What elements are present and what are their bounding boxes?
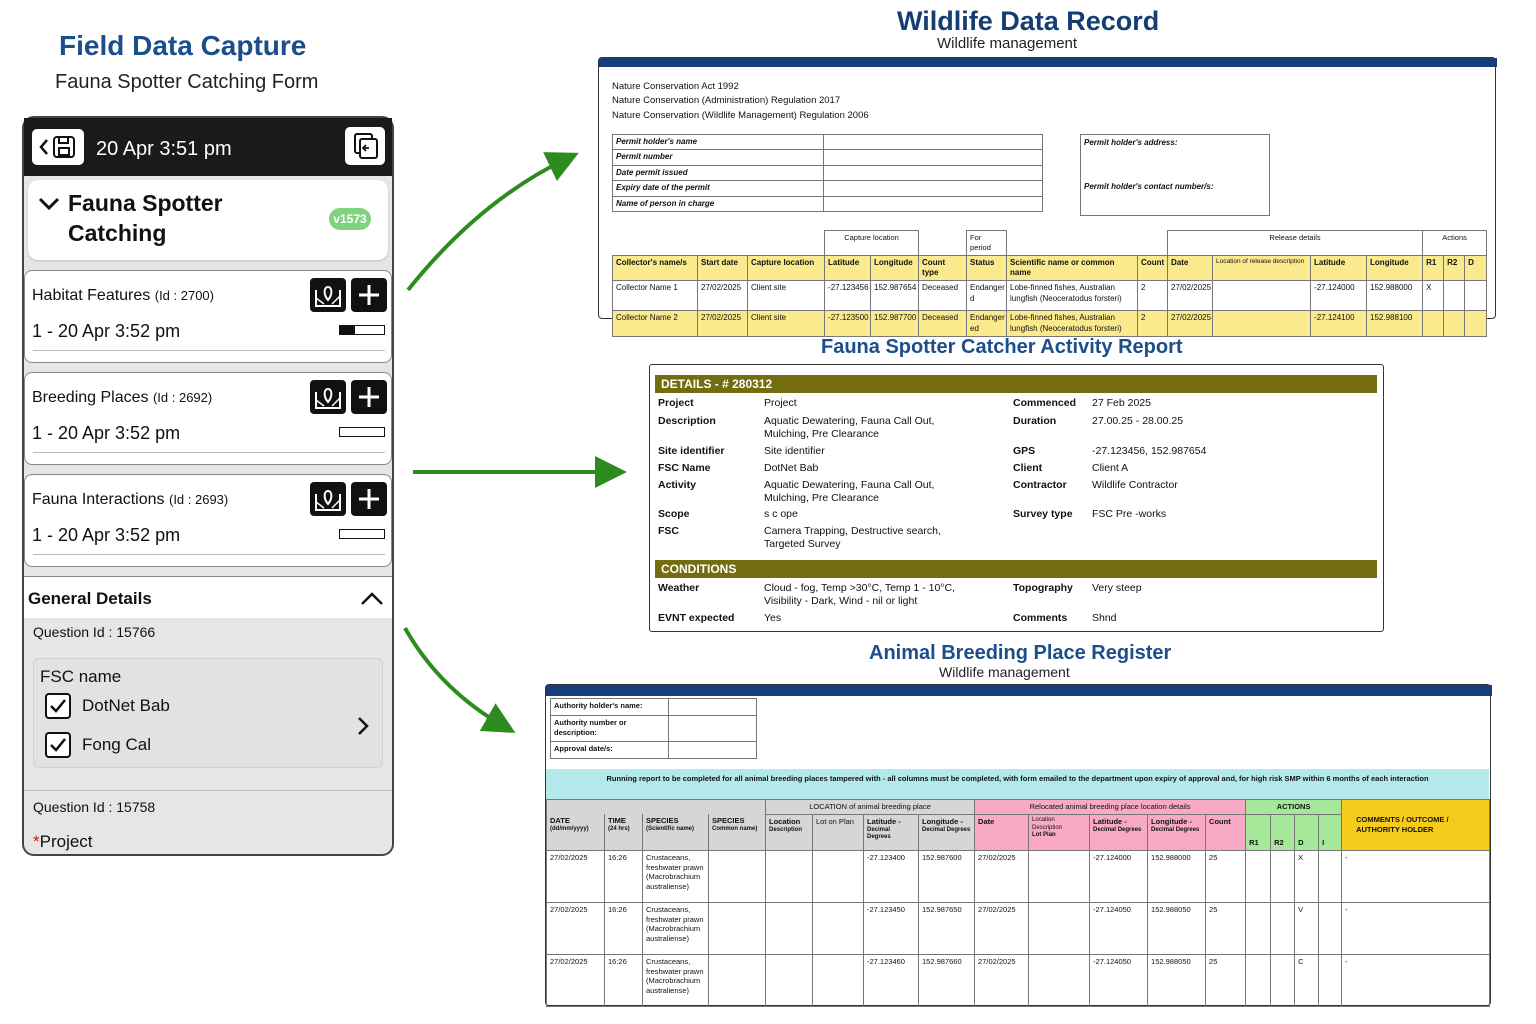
breeding-table — [546, 799, 1490, 1007]
header-row — [613, 255, 1487, 281]
authority-field: Authority holder's name: — [551, 699, 669, 716]
condition-value: Yes — [764, 612, 782, 624]
breeding-place-register — [545, 684, 1491, 1006]
authority-value[interactable] — [669, 716, 757, 742]
detail-value: Client A — [1092, 462, 1129, 474]
table-cell — [709, 850, 766, 902]
detail-label: Project — [658, 397, 694, 409]
table-cell: -27.123450 — [864, 902, 919, 954]
detail-label: Duration — [1013, 415, 1057, 427]
table-cell — [813, 902, 864, 954]
table-cell: Collector Name 2 — [613, 311, 698, 337]
column-header: R2 — [1444, 255, 1465, 281]
address-box — [1080, 134, 1270, 216]
table-cell: Endanger ed — [967, 311, 1007, 337]
option-label: Fong Cal — [82, 735, 151, 754]
fsc-name-field[interactable] — [33, 658, 383, 768]
condition-label: EVNT expected — [658, 612, 735, 624]
group-location: LOCATION of animal breeding place — [766, 800, 975, 815]
page-subtitle: Fauna Spotter Catching Form — [55, 71, 319, 93]
authority-value[interactable] — [669, 742, 757, 759]
group-actions: Actions — [1423, 231, 1487, 256]
checkbox-icon — [47, 734, 69, 756]
section-card-habitat[interactable] — [24, 270, 392, 363]
entry-label[interactable]: 1 - 20 Apr 3:52 pm — [32, 321, 181, 341]
detail-label: FSC — [658, 525, 679, 537]
detail-label: Client — [1013, 462, 1043, 474]
authority-field: Authority number or description: — [551, 716, 669, 742]
table-cell: 152.987600 — [919, 850, 975, 902]
table-cell: -27.124100 — [1311, 311, 1367, 337]
table-cell: 27/02/2025 — [698, 281, 748, 311]
column-header: Date — [1168, 255, 1213, 281]
table-cell — [1271, 902, 1295, 954]
permit-value[interactable] — [824, 150, 1043, 165]
table-cell — [1444, 311, 1465, 337]
table-cell: 16:26 — [605, 902, 643, 954]
section-title: Breeding Places (Id : 2692) — [32, 389, 213, 406]
column-header: Collector's name/s — [613, 255, 698, 281]
column-header: Scientific name or common name — [1007, 255, 1138, 281]
add-button[interactable] — [351, 482, 387, 516]
table-cell — [1213, 281, 1311, 311]
permit-value[interactable] — [824, 181, 1043, 196]
map-button[interactable] — [310, 278, 346, 312]
table-cell: Client site — [748, 311, 825, 337]
authority-value[interactable] — [669, 699, 757, 716]
column-header: Count — [1138, 255, 1168, 281]
table-cell — [1423, 311, 1444, 337]
group-relocated: Relocated animal breeding place location details — [975, 800, 1246, 815]
table-cell: 2 — [1138, 311, 1168, 337]
address-label: Permit holder's address: — [1084, 138, 1178, 147]
table-cell: 152.988000 — [1367, 281, 1423, 311]
table-cell: Crustaceans, freshwater prawn (Macrobrachium australiense) — [643, 850, 709, 902]
detail-label: Commenced — [1013, 397, 1077, 409]
condition-value: Cloud - fog, Temp >30°C, Temp 1 - 10°C, Visibility - Dark, Wind - nil or light — [764, 582, 955, 607]
progress-bar — [339, 427, 385, 437]
table-cell: 152.988050 — [1148, 954, 1206, 1006]
arrow-icon — [408, 158, 568, 290]
fsc-name-label: FSC name — [40, 667, 122, 686]
table-cell: 25 — [1206, 902, 1246, 954]
table-cell: - — [1342, 902, 1490, 954]
table-cell — [1246, 954, 1271, 1006]
permit-table — [612, 134, 1043, 212]
act-line: Nature Conservation (Administration) Regulation 2017 — [612, 95, 841, 106]
table-cell — [1271, 850, 1295, 902]
detail-value: 27 Feb 2025 — [1092, 397, 1151, 409]
column-header: Latitude - Decimal Degrees — [1090, 814, 1148, 850]
column-header: Latitude — [1311, 255, 1367, 281]
table-cell — [1029, 850, 1090, 902]
map-icon — [310, 482, 346, 516]
record-datetime: 20 Apr 3:51 pm — [96, 138, 232, 160]
table-cell: 27/02/2025 — [547, 850, 605, 902]
checkbox-dotnet-bab[interactable] — [45, 693, 71, 719]
table-cell: Lobe-finned fishes, Australian lungfish (Neoceratodus forsteri) — [1007, 311, 1138, 337]
permit-value[interactable] — [824, 196, 1043, 211]
table-cell: -27.124000 — [1090, 850, 1148, 902]
table-cell — [1319, 850, 1342, 902]
authority-table — [550, 698, 757, 759]
abpr-subtitle: Wildlife management — [939, 664, 1070, 680]
far-title: Fauna Spotter Catcher Activity Report — [821, 336, 1183, 358]
general-details-title: General Details — [28, 589, 152, 608]
question-id-2: Question Id : 15758 — [33, 799, 156, 815]
table-cell: 152.988000 — [1148, 850, 1206, 902]
detail-value: 27.00.25 - 28.00.25 — [1092, 415, 1184, 427]
column-header: Latitude — [825, 255, 871, 281]
detail-value: Aquatic Dewatering, Fauna Call Out, Mulching, Pre Clearance — [764, 415, 935, 440]
column-header: DATE (dd/mm/yyyy) — [547, 814, 605, 850]
table-cell: 27/02/2025 — [547, 902, 605, 954]
table-row — [547, 850, 1490, 902]
table-cell: Client site — [748, 281, 825, 311]
table-cell: Lobe-finned fishes, Australian lungfish (Neoceratodus forsteri) — [1007, 281, 1138, 311]
table-cell: 25 — [1206, 850, 1246, 902]
detail-value: Aquatic Dewatering, Fauna Call Out, Mulching, Pre Clearance — [764, 479, 935, 504]
table-cell: 25 — [1206, 954, 1246, 1006]
checkbox-icon — [47, 695, 69, 717]
group-release-details: Release details — [1168, 231, 1423, 256]
checkbox-fong-cal[interactable] — [45, 732, 71, 758]
table-cell: - — [1342, 954, 1490, 1006]
permit-field: Expiry date of the permit — [613, 181, 824, 196]
table-cell: Deceased — [919, 311, 967, 337]
table-cell: X — [1423, 281, 1444, 311]
table-row — [613, 311, 1487, 337]
table-cell: X — [1295, 850, 1319, 902]
app-toolbar — [24, 118, 392, 176]
form-title-card[interactable] — [28, 180, 388, 260]
table-cell: C — [1295, 954, 1319, 1006]
chevron-down-icon — [38, 196, 60, 212]
table-cell — [1271, 954, 1295, 1006]
plus-icon — [351, 482, 387, 516]
column-header: Longitude — [1367, 255, 1423, 281]
question-id-1: Question Id : 15766 — [33, 624, 156, 640]
chevron-right-icon[interactable] — [356, 715, 370, 737]
table-cell — [1444, 281, 1465, 311]
copy-icon — [345, 127, 385, 165]
table-cell: V — [1295, 902, 1319, 954]
group-capture-location: Capture location — [825, 231, 919, 256]
table-cell: 16:26 — [605, 954, 643, 1006]
column-header: SPECIES (Scientific name) — [643, 814, 709, 850]
permit-value[interactable] — [824, 135, 1043, 150]
permit-field: Permit number — [613, 150, 824, 165]
condition-value: Very steep — [1092, 582, 1142, 594]
table-cell — [766, 954, 813, 1006]
table-cell — [1465, 281, 1487, 311]
table-cell: Deceased — [919, 281, 967, 311]
detail-value: Wildlife Contractor — [1092, 479, 1178, 491]
table-cell — [1319, 954, 1342, 1006]
progress-bar — [339, 529, 385, 539]
option-label: DotNet Bab — [82, 696, 170, 715]
detail-value: Project — [764, 397, 797, 409]
permit-field: Name of person in charge — [613, 196, 824, 211]
column-header: R2 — [1271, 814, 1295, 850]
detail-label: Description — [658, 415, 716, 427]
table-cell: Collector Name 1 — [613, 281, 698, 311]
table-cell: Crustaceans, freshwater prawn (Macrobrachium australiense) — [643, 902, 709, 954]
table-cell: -27.123400 — [864, 850, 919, 902]
detail-label: GPS — [1013, 445, 1036, 457]
page-title: Field Data Capture — [59, 30, 307, 61]
table-cell: 152.988100 — [1367, 311, 1423, 337]
entry-label[interactable]: 1 - 20 Apr 3:52 pm — [32, 423, 181, 443]
abpr-title: Animal Breeding Place Register — [869, 642, 1172, 664]
add-button[interactable] — [351, 278, 387, 312]
table-cell: -27.124050 — [1090, 902, 1148, 954]
form-title-line2: Catching — [68, 220, 167, 246]
detail-value: FSC Pre -works — [1092, 508, 1167, 520]
column-header: Date — [975, 814, 1029, 850]
column-header: Start date — [698, 255, 748, 281]
table-cell — [1319, 902, 1342, 954]
table-cell: 152.988050 — [1148, 902, 1206, 954]
column-header: Capture location — [748, 255, 825, 281]
progress-fill — [340, 326, 355, 334]
table-cell: -27.123456 — [825, 281, 871, 311]
table-cell: 2 — [1138, 281, 1168, 311]
table-cell: Endanger d — [967, 281, 1007, 311]
detail-label: Contractor — [1013, 479, 1067, 491]
column-header: Lot on Plan — [813, 814, 864, 850]
map-button[interactable] — [310, 380, 346, 414]
table-cell — [1465, 311, 1487, 337]
header-bar — [546, 685, 1492, 696]
table-cell: 27/02/2025 — [975, 850, 1029, 902]
column-header: I — [1319, 814, 1342, 850]
add-button[interactable] — [351, 380, 387, 414]
chevron-up-icon — [359, 591, 385, 607]
permit-field: Date permit issued — [613, 165, 824, 180]
table-cell — [813, 850, 864, 902]
table-cell: - — [1342, 850, 1490, 902]
detail-value: Site identifier — [764, 445, 825, 457]
act-line: Nature Conservation Act 1992 — [612, 81, 739, 92]
column-header: D — [1465, 255, 1487, 281]
condition-label: Topography — [1013, 582, 1073, 594]
column-header: Latitude - Decimal Degrees — [864, 814, 919, 850]
permit-field: Permit holder's name — [613, 135, 824, 150]
divider — [33, 350, 385, 351]
table-cell: 27/02/2025 — [698, 311, 748, 337]
table-cell: 152.987654 — [871, 281, 919, 311]
table-cell: 152.987650 — [919, 902, 975, 954]
table-cell — [813, 954, 864, 1006]
table-cell: 152.987660 — [919, 954, 975, 1006]
wdr-subtitle: Wildlife management — [937, 35, 1078, 52]
table-cell: -27.124000 — [1311, 281, 1367, 311]
column-header: Count type — [919, 255, 967, 281]
phone-screen — [22, 116, 394, 856]
form-title-line1: Fauna Spotter — [68, 190, 223, 216]
map-button[interactable] — [310, 482, 346, 516]
table-cell: -27.124050 — [1090, 954, 1148, 1006]
permit-value[interactable] — [824, 165, 1043, 180]
act-line: Nature Conservation (Wildlife Management) Regulation 2006 — [612, 110, 869, 121]
table-row — [547, 902, 1490, 954]
column-header: Location of release description — [1213, 255, 1311, 281]
table-cell: 27/02/2025 — [975, 902, 1029, 954]
progress-bar — [339, 325, 385, 335]
table-cell: 152.987700 — [871, 311, 919, 337]
detail-label: Site identifier — [658, 445, 725, 457]
table-cell — [1246, 902, 1271, 954]
entry-label[interactable]: 1 - 20 Apr 3:52 pm — [32, 525, 181, 545]
column-header: TIME (24 hrs) — [605, 814, 643, 850]
details-header: DETAILS - # 280312 — [655, 375, 1377, 393]
capture-table — [612, 230, 1487, 337]
table-cell — [766, 902, 813, 954]
condition-label: Weather — [658, 582, 700, 594]
table-cell — [1029, 902, 1090, 954]
map-icon — [310, 278, 346, 312]
map-icon — [310, 380, 346, 414]
plus-icon — [351, 380, 387, 414]
authority-field: Approval date/s: — [551, 742, 669, 759]
detail-value: -27.123456, 152.987654 — [1092, 445, 1207, 457]
version-badge: v1573 — [329, 208, 371, 230]
condition-value: Shnd — [1092, 612, 1117, 624]
project-field-label[interactable]: *Project — [33, 832, 93, 851]
detail-value: DotNet Bab — [764, 462, 819, 474]
conditions-header: CONDITIONS — [655, 560, 1377, 578]
divider — [33, 554, 385, 555]
detail-label: Activity — [658, 479, 696, 491]
section-title: Fauna Interactions (Id : 2693) — [32, 491, 229, 508]
detail-value: s c ope — [764, 508, 798, 520]
divider — [24, 790, 392, 791]
table-cell: -27.123500 — [825, 311, 871, 337]
header-bar — [599, 58, 1497, 67]
save-icon — [52, 135, 76, 159]
table-cell — [1213, 311, 1311, 337]
table-cell — [709, 902, 766, 954]
table-cell: 27/02/2025 — [975, 954, 1029, 1006]
column-header: Location Description — [766, 814, 813, 850]
column-header: Status — [967, 255, 1007, 281]
table-cell: 27/02/2025 — [1168, 311, 1213, 337]
column-header: D — [1295, 814, 1319, 850]
general-details-header[interactable] — [24, 576, 392, 618]
column-header: Longitude - Decimal Degrees — [1148, 814, 1206, 850]
column-header: R1 — [1246, 814, 1271, 850]
section-card-interactions[interactable] — [24, 474, 392, 567]
table-cell — [1029, 954, 1090, 1006]
detail-label: Scope — [658, 508, 690, 520]
comments-header: COMMENTS / OUTCOME / AUTHORITY HOLDER — [1342, 800, 1490, 851]
table-row — [613, 281, 1487, 311]
detail-value: Camera Trapping, Destructive search, Targeted Survey — [764, 525, 941, 550]
group-actions: ACTIONS — [1246, 800, 1342, 815]
group-for-period: For period — [967, 231, 1007, 256]
column-header: SPECIES Common name) — [709, 814, 766, 850]
table-cell: Crustaceans, freshwater prawn (Macrobrachium australiense) — [643, 954, 709, 1006]
table-cell — [709, 954, 766, 1006]
column-header: R1 — [1423, 255, 1444, 281]
plus-icon — [351, 278, 387, 312]
section-title: Habitat Features (Id : 2700) — [32, 287, 214, 304]
copy-button[interactable] — [345, 127, 385, 165]
activity-report — [649, 364, 1384, 632]
table-cell: 27/02/2025 — [547, 954, 605, 1006]
table-row — [547, 954, 1490, 1006]
arrow-icon — [405, 628, 505, 727]
table-cell: 27/02/2025 — [1168, 281, 1213, 311]
back-icon — [36, 129, 52, 165]
instructions-banner: Running report to be completed for all animal breeding places tampered with - all columns must be completed, with form emailed to the department upon expiry of approval and, for high risk SMP within 6 months of each interaction — [546, 769, 1489, 799]
contact-label: Permit holder's contact number/s: — [1084, 182, 1214, 191]
wdr-title: Wildlife Data Record — [897, 6, 1160, 36]
detail-label: FSC Name — [658, 462, 711, 474]
column-header: Count — [1206, 814, 1246, 850]
table-cell — [1246, 850, 1271, 902]
column-header: Longitude - Decimal Degrees — [919, 814, 975, 850]
divider — [33, 452, 385, 453]
table-cell — [766, 850, 813, 902]
column-header: Longitude — [871, 255, 919, 281]
table-cell: 16:26 — [605, 850, 643, 902]
back-save-button[interactable] — [32, 129, 84, 165]
column-header: Location Description Lot Plan — [1029, 814, 1090, 850]
table-cell: -27.123460 — [864, 954, 919, 1006]
detail-label: Survey type — [1013, 508, 1073, 520]
wildlife-data-record — [598, 57, 1496, 333]
section-card-breeding[interactable] — [24, 372, 392, 465]
condition-label: Comments — [1013, 612, 1068, 624]
